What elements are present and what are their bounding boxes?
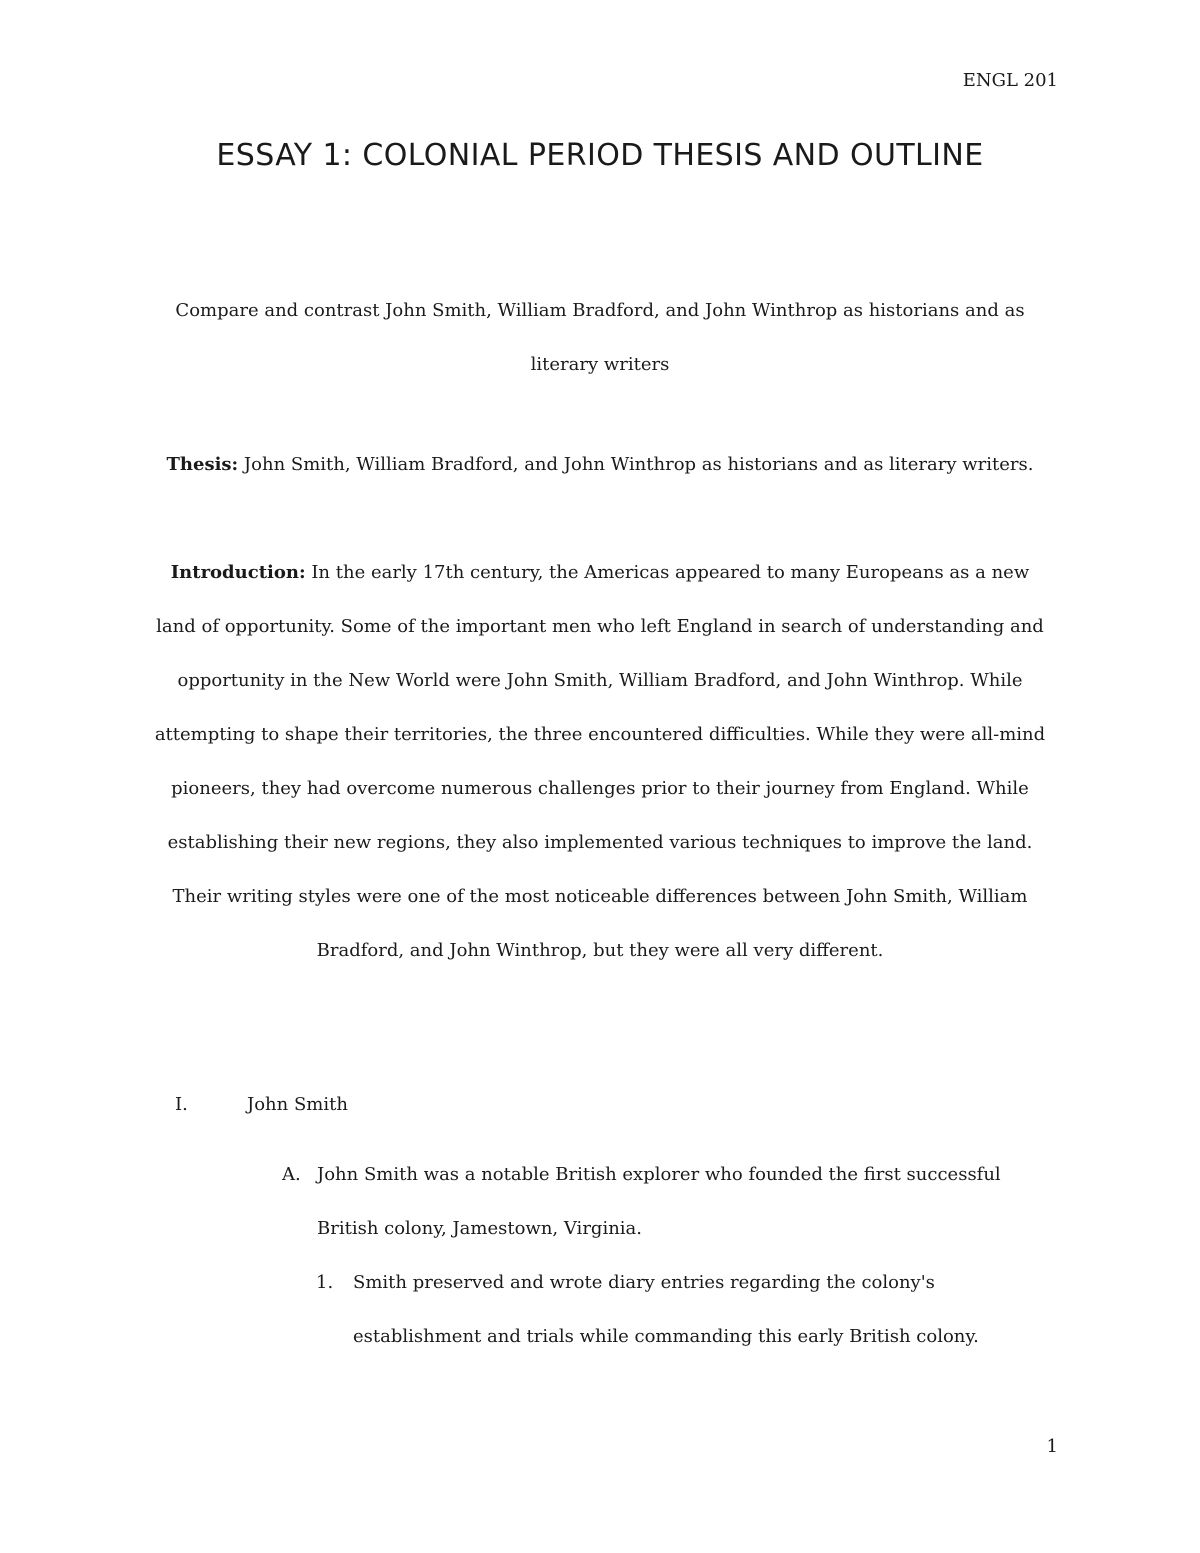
intro-line: establishing their new regions, they also implemented various techniques to improve the land.	[167, 832, 1033, 853]
intro-line: pioneers, they had overcome numerous challenges prior to their journey from England. While	[171, 778, 1029, 799]
outline-item-text	[317, 1148, 1001, 1256]
thesis-label: Thesis:	[166, 454, 239, 475]
intro-first-line-text: In the early 17th century, the Americas appeared to many Europeans as a new	[305, 562, 1030, 583]
intro-line: attempting to shape their territories, the three encountered difficulties. While they were all-mind	[154, 724, 1046, 745]
intro-line	[145, 546, 1055, 600]
outline-item-line: John Smith was a notable British explorer who founded the first successful	[317, 1164, 1001, 1185]
prompt-line: literary writers	[530, 354, 670, 375]
outline-letter: A.	[282, 1164, 301, 1185]
introduction-label: Introduction:	[170, 562, 306, 583]
introduction-paragraph	[145, 546, 1055, 978]
page-number: 1	[1046, 1436, 1058, 1457]
header-course-code: ENGL 201	[962, 70, 1058, 91]
intro-line: Bradford, and John Winthrop, but they were all very different.	[316, 940, 884, 961]
intro-line: opportunity in the New World were John Smith, William Bradford, and John Winthrop. While	[177, 670, 1023, 691]
outline-subitem-text	[353, 1256, 979, 1364]
intro-line: land of opportunity. Some of the important men who left England in search of understanding and	[156, 616, 1044, 637]
thesis-text: John Smith, William Bradford, and John Winthrop as historians and as literary writers.	[238, 454, 1034, 475]
outline-section-heading: John Smith	[247, 1094, 348, 1115]
outline-arabic-numeral: 1.	[316, 1272, 334, 1293]
outline-item-line: British colony, Jamestown, Virginia.	[317, 1218, 643, 1239]
outline-roman-numeral: I.	[175, 1094, 188, 1115]
essay-prompt	[150, 284, 1050, 392]
outline-subitem-line: Smith preserved and wrote diary entries regarding the colony's	[353, 1272, 935, 1293]
outline-subitem-line: establishment and trials while commanding this early British colony.	[353, 1326, 979, 1347]
document-title: ESSAY 1: COLONIAL PERIOD THESIS AND OUTLINE	[216, 138, 984, 173]
prompt-line: Compare and contrast John Smith, William Bradford, and John Winthrop as historians and as	[175, 300, 1025, 321]
thesis-paragraph	[100, 438, 1100, 492]
intro-line: Their writing styles were one of the most noticeable differences between John Smith, William	[172, 886, 1028, 907]
